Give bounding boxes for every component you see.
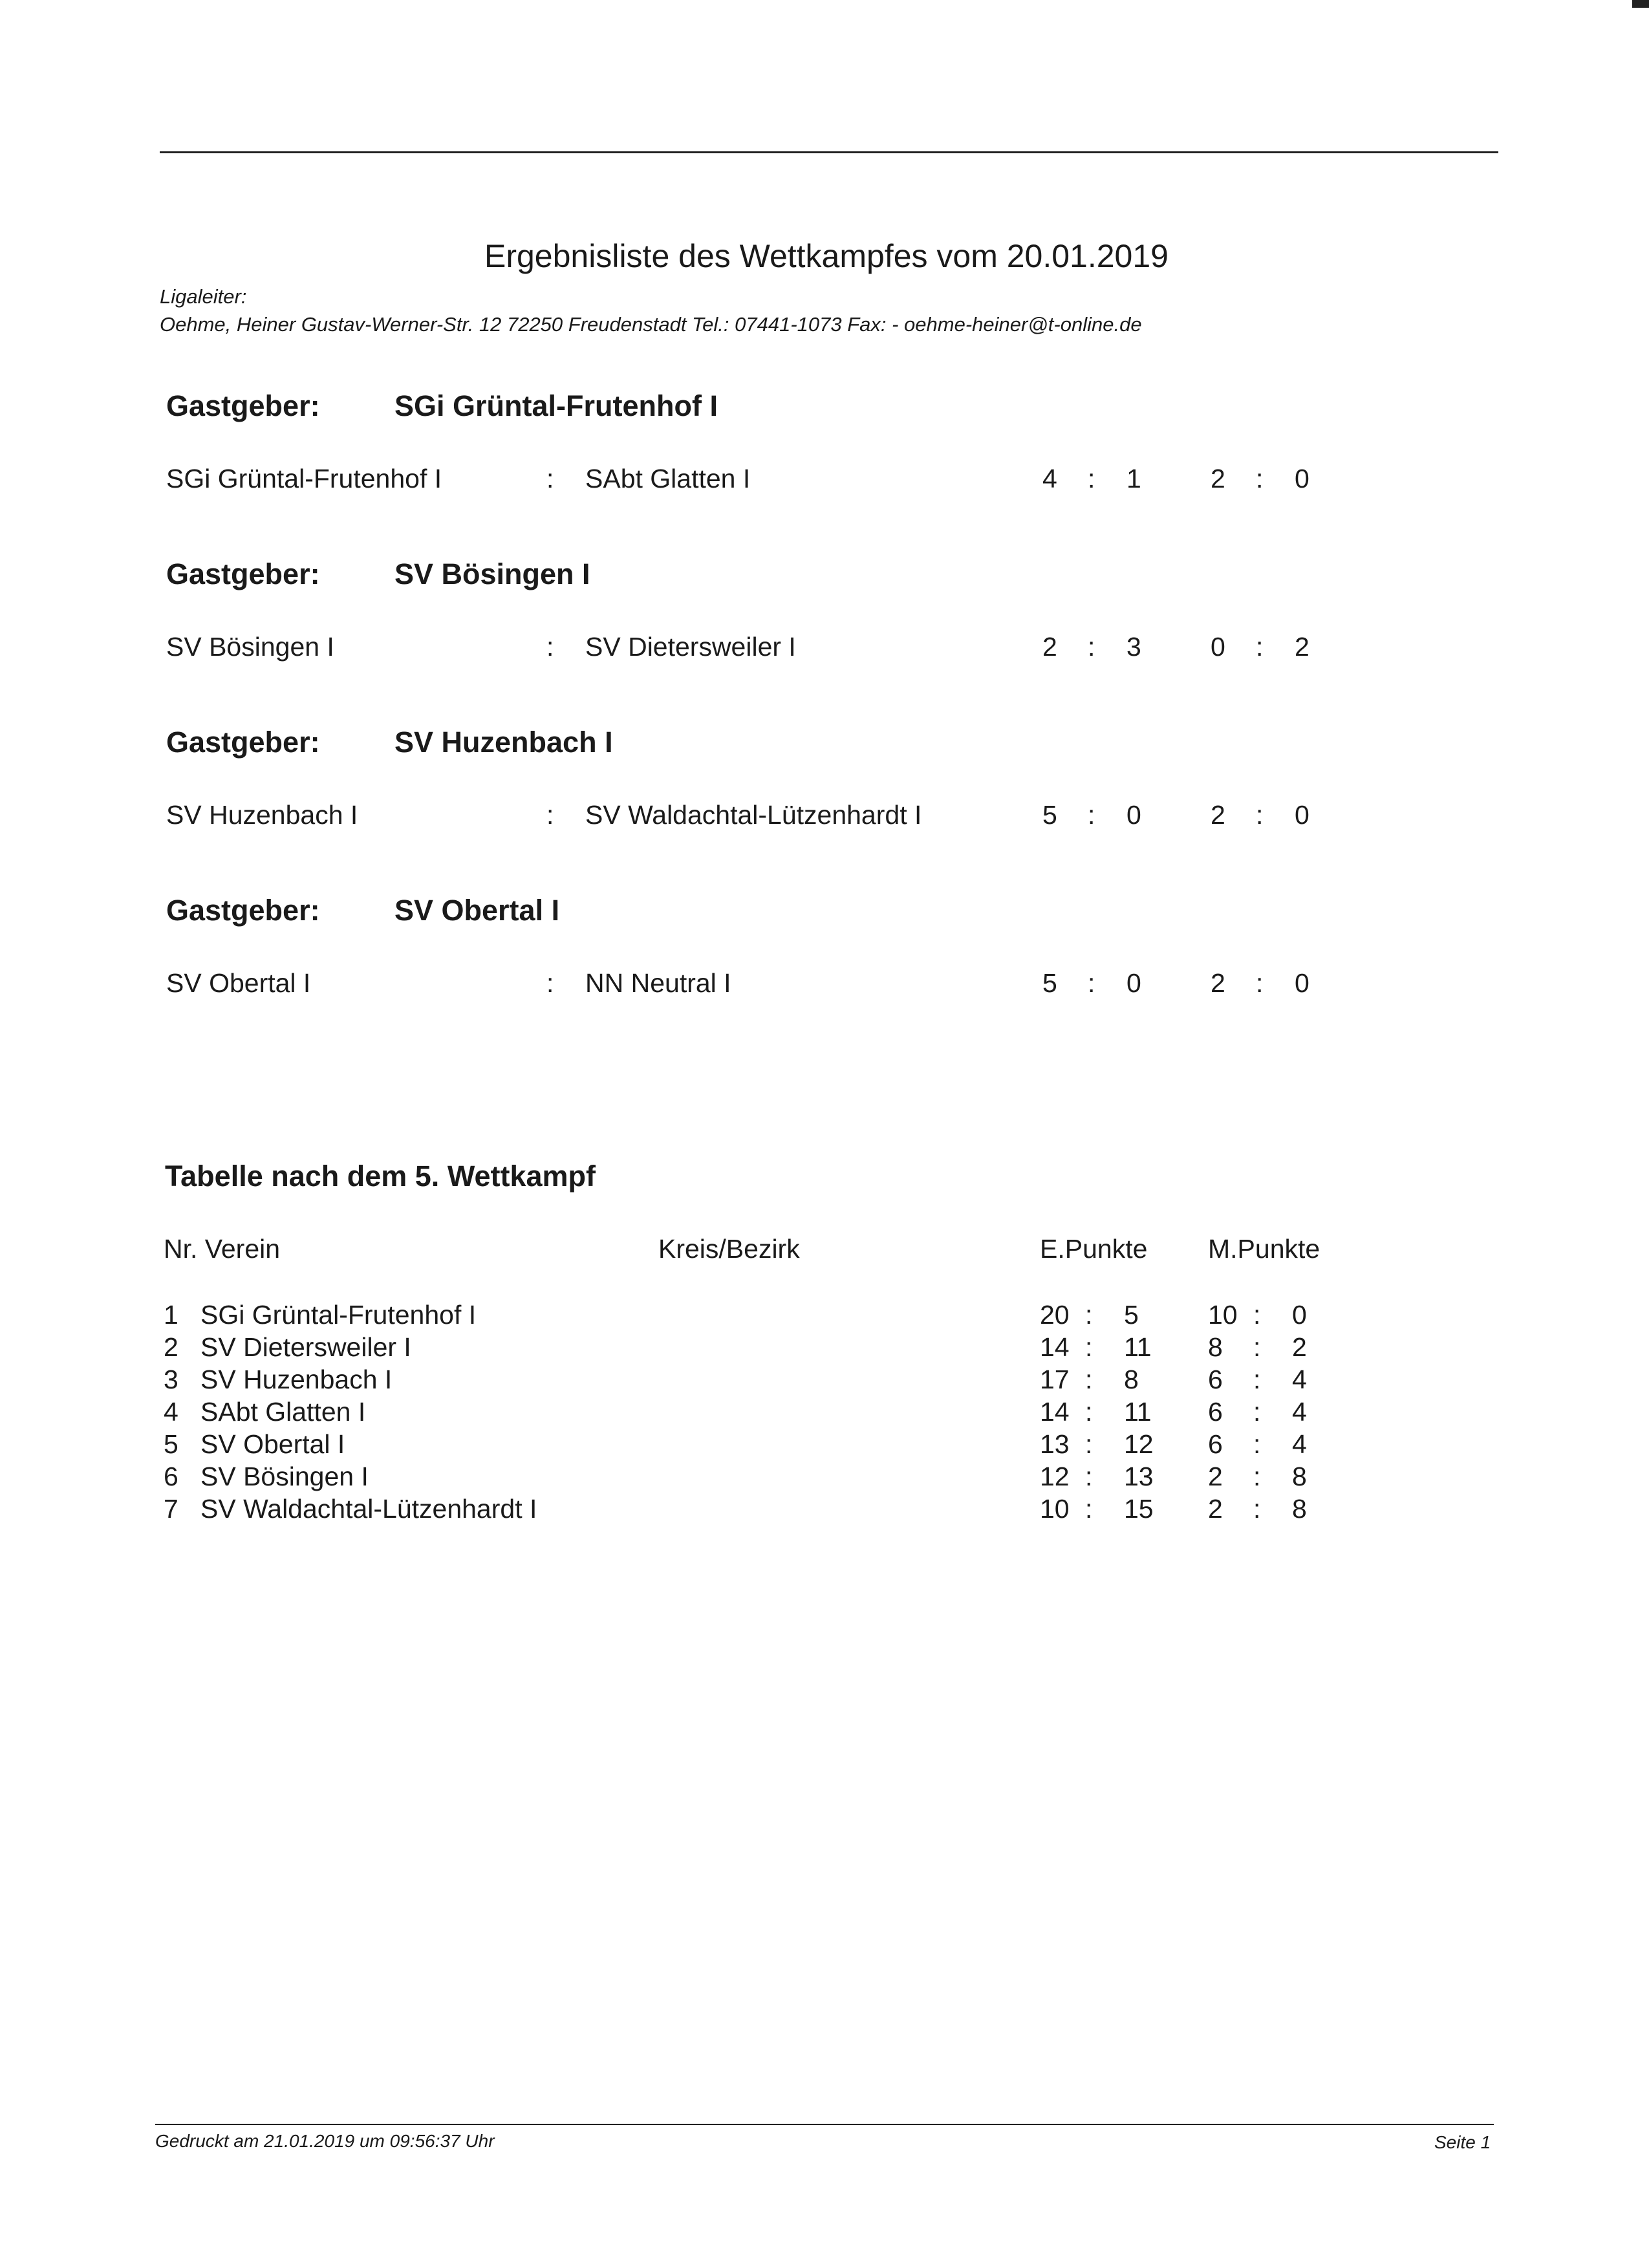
row-verein: SV Dietersweiler I [200, 1332, 411, 1362]
einzel-away: 0 [1126, 968, 1141, 998]
row-verein: SAbt Glatten I [200, 1397, 366, 1427]
away-team: SV Dietersweiler I [585, 632, 796, 662]
row-m-for: 2 [1208, 1494, 1223, 1524]
home-team: SGi Grüntal-Frutenhof I [166, 464, 442, 493]
einzel-separator: : [1088, 968, 1095, 998]
away-team: SAbt Glatten I [585, 464, 751, 493]
einzel-home: 4 [1042, 464, 1057, 493]
ligaleiter-info: Oehme, Heiner Gustav-Werner-Str. 12 72250 Freudenstadt Tel.: 07441-1073 Fax: - oehme-heiner@t-online.de [160, 313, 1142, 336]
mannschaft-separator: : [1256, 464, 1264, 493]
einzel-separator: : [1088, 632, 1095, 662]
mannschaft-home: 2 [1211, 464, 1225, 493]
row-e-sep: : [1085, 1494, 1093, 1524]
printed-timestamp: Gedruckt am 21.01.2019 um 09:56:37 Uhr [155, 2131, 495, 2151]
row-m-for: 6 [1208, 1429, 1223, 1459]
ligaleiter-label: Ligaleiter: [160, 285, 247, 308]
row-verein: SV Bösingen I [200, 1462, 369, 1491]
row-nr: 3 [164, 1365, 178, 1394]
row-e-against: 5 [1124, 1300, 1139, 1330]
row-m-against: 2 [1292, 1332, 1307, 1362]
einzel-away: 1 [1126, 464, 1141, 493]
row-verein: SV Obertal I [200, 1429, 345, 1459]
mannschaft-away: 2 [1295, 632, 1310, 662]
mannschaft-away: 0 [1295, 968, 1310, 998]
host-label: Gastgeber: [166, 389, 320, 422]
row-m-against: 8 [1292, 1494, 1307, 1524]
row-m-for: 6 [1208, 1365, 1223, 1394]
einzel-away: 0 [1126, 800, 1141, 830]
row-e-sep: : [1085, 1429, 1093, 1459]
mannschaft-separator: : [1256, 968, 1264, 998]
einzel-home: 2 [1042, 632, 1057, 662]
home-team: SV Obertal I [166, 968, 311, 998]
row-e-against: 11 [1124, 1332, 1152, 1362]
host-name: SV Bösingen I [394, 557, 590, 590]
row-e-sep: : [1085, 1300, 1093, 1330]
row-m-sep: : [1253, 1365, 1261, 1394]
einzel-home: 5 [1042, 968, 1057, 998]
einzel-separator: : [1088, 464, 1095, 493]
row-m-against: 4 [1292, 1397, 1307, 1427]
row-m-sep: : [1253, 1494, 1261, 1524]
row-e-against: 11 [1124, 1397, 1152, 1427]
page-title: Ergebnisliste des Wettkampfes vom 20.01.2019 [484, 238, 1169, 274]
scan-edge-mark [1632, 0, 1649, 8]
row-m-against: 4 [1292, 1429, 1307, 1459]
row-m-sep: : [1253, 1332, 1261, 1362]
page-number: Seite 1 [1434, 2132, 1491, 2152]
row-e-sep: : [1085, 1365, 1093, 1394]
header-rule [160, 151, 1498, 153]
match-separator: : [546, 800, 554, 830]
row-m-sep: : [1253, 1462, 1261, 1491]
row-nr: 4 [164, 1397, 178, 1427]
row-e-against: 15 [1124, 1494, 1154, 1524]
host-label: Gastgeber: [166, 726, 320, 759]
mannschaft-away: 0 [1295, 800, 1310, 830]
row-m-for: 10 [1208, 1300, 1238, 1330]
mannschaft-home: 0 [1211, 632, 1225, 662]
away-team: SV Waldachtal-Lützenhardt I [585, 800, 922, 830]
row-e-for: 20 [1040, 1300, 1070, 1330]
col-header-m-punkte: M.Punkte [1208, 1234, 1320, 1264]
standings-title: Tabelle nach dem 5. Wettkampf [165, 1160, 596, 1193]
row-m-for: 6 [1208, 1397, 1223, 1427]
row-nr: 1 [164, 1300, 178, 1330]
row-e-for: 10 [1040, 1494, 1070, 1524]
host-label: Gastgeber: [166, 557, 320, 590]
host-name: SGi Grüntal-Frutenhof I [394, 389, 718, 422]
col-header-kreis: Kreis/Bezirk [658, 1234, 800, 1264]
match-separator: : [546, 632, 554, 662]
row-e-for: 14 [1040, 1332, 1070, 1362]
mannschaft-separator: : [1256, 632, 1264, 662]
row-e-sep: : [1085, 1332, 1093, 1362]
row-nr: 5 [164, 1429, 178, 1459]
row-e-for: 14 [1040, 1397, 1070, 1427]
home-team: SV Bösingen I [166, 632, 334, 662]
home-team: SV Huzenbach I [166, 800, 358, 830]
row-m-against: 0 [1292, 1300, 1307, 1330]
row-e-against: 8 [1124, 1365, 1139, 1394]
match-separator: : [546, 968, 554, 998]
row-nr: 2 [164, 1332, 178, 1362]
row-e-for: 17 [1040, 1365, 1070, 1394]
host-name: SV Obertal I [394, 894, 560, 927]
mannschaft-home: 2 [1211, 968, 1225, 998]
match-separator: : [546, 464, 554, 493]
einzel-away: 3 [1126, 632, 1141, 662]
row-m-sep: : [1253, 1300, 1261, 1330]
mannschaft-separator: : [1256, 800, 1264, 830]
row-e-sep: : [1085, 1462, 1093, 1491]
row-e-sep: : [1085, 1397, 1093, 1427]
row-e-for: 13 [1040, 1429, 1070, 1459]
footer-rule [155, 2124, 1494, 2125]
einzel-home: 5 [1042, 800, 1057, 830]
row-e-for: 12 [1040, 1462, 1070, 1491]
row-nr: 7 [164, 1494, 178, 1524]
einzel-separator: : [1088, 800, 1095, 830]
row-m-against: 4 [1292, 1365, 1307, 1394]
mannschaft-away: 0 [1295, 464, 1310, 493]
row-m-against: 8 [1292, 1462, 1307, 1491]
row-m-sep: : [1253, 1429, 1261, 1459]
row-e-against: 12 [1124, 1429, 1154, 1459]
col-header-nr-verein: Nr. Verein [164, 1234, 281, 1264]
mannschaft-home: 2 [1211, 800, 1225, 830]
row-nr: 6 [164, 1462, 178, 1491]
row-m-for: 8 [1208, 1332, 1223, 1362]
host-name: SV Huzenbach I [394, 726, 613, 759]
row-verein: SV Waldachtal-Lützenhardt I [200, 1494, 537, 1524]
row-verein: SGi Grüntal-Frutenhof I [200, 1300, 477, 1330]
row-e-against: 13 [1124, 1462, 1154, 1491]
col-header-e-punkte: E.Punkte [1040, 1234, 1148, 1264]
row-m-for: 2 [1208, 1462, 1223, 1491]
row-verein: SV Huzenbach I [200, 1365, 393, 1394]
away-team: NN Neutral I [585, 968, 731, 998]
row-m-sep: : [1253, 1397, 1261, 1427]
host-label: Gastgeber: [166, 894, 320, 927]
